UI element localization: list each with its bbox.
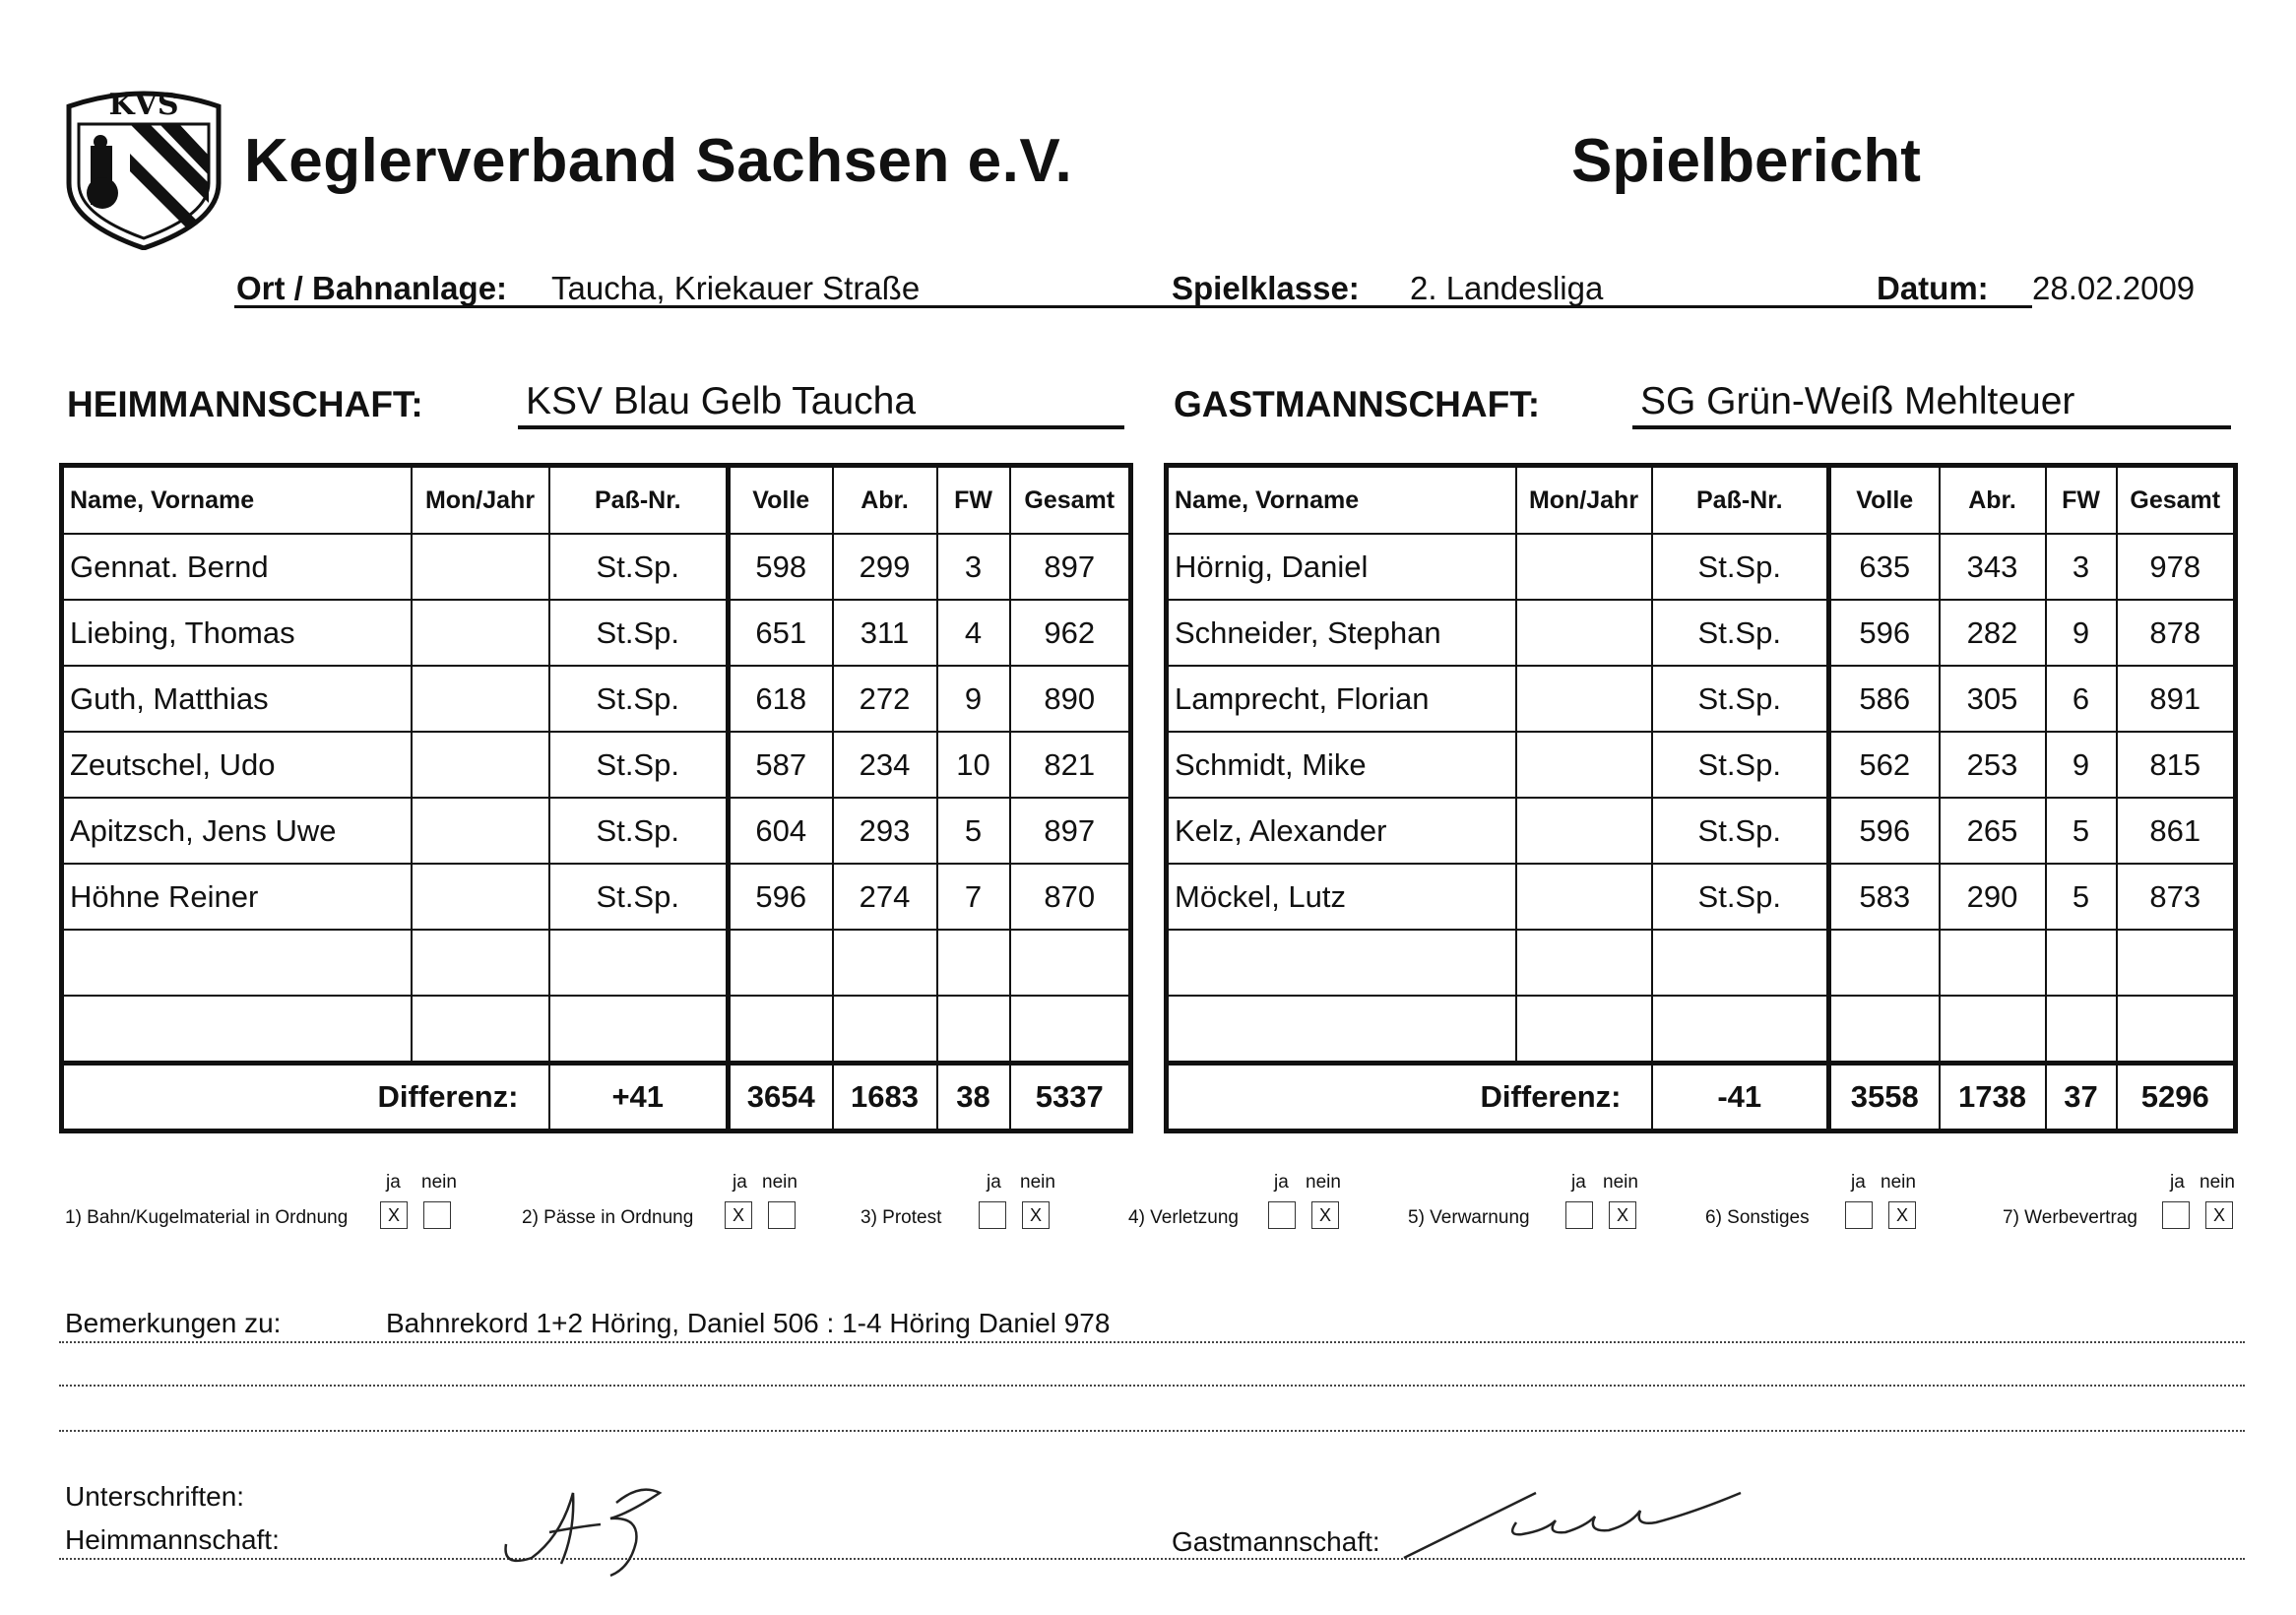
player-pass: St.Sp. [1652,798,1829,864]
sum-row [1167,1064,2236,1131]
player-monjahr [1516,930,1652,996]
player-volle: 587 [729,732,833,798]
player-pass: St.Sp. [549,600,729,666]
table-row [1167,798,2236,864]
ja-label: ja [1851,1172,1866,1193]
ja-label: ja [733,1172,747,1193]
player-pass: St.Sp. [549,666,729,732]
player-gesamt: 897 [1010,534,1131,600]
player-abr [1940,996,2046,1064]
player-name [62,996,412,1064]
player-fw: 4 [937,600,1010,666]
player-gesamt: 873 [2117,864,2236,930]
ja-checkbox[interactable] [979,1201,1006,1229]
player-fw: 3 [2046,534,2117,600]
ja-label: ja [1571,1172,1586,1193]
player-monjahr [1516,600,1652,666]
home-label: HEIMMANNSCHAFT: [67,384,423,424]
player-pass: St.Sp. [549,534,729,600]
table-row [62,534,1131,600]
ort-value: Taucha, Kriekauer Straße [551,270,921,306]
nein-checkbox[interactable]: X [1888,1201,1916,1229]
player-gesamt [1010,930,1131,996]
col-name: Name, Vorname [62,466,412,535]
player-abr: 274 [833,864,937,930]
sum-fw: 37 [2046,1064,2117,1131]
question-label: 4) Verletzung [1128,1207,1239,1228]
player-monjahr [1516,996,1652,1064]
player-gesamt [2117,996,2236,1064]
home-score-table [59,463,1133,1133]
home-team: KSV Blau Gelb Taucha [526,380,917,422]
nein-label: nein [1603,1172,1638,1193]
diff-value: +41 [549,1064,729,1131]
col-monjahr: Mon/Jahr [412,466,549,535]
nein-checkbox[interactable] [423,1201,451,1229]
table-row [62,666,1131,732]
remarks-line-1 [59,1341,2245,1343]
player-abr: 299 [833,534,937,600]
player-abr: 290 [1940,864,2046,930]
player-abr: 305 [1940,666,2046,732]
player-fw: 9 [937,666,1010,732]
col-monjahr: Mon/Jahr [1516,466,1652,535]
player-pass: St.Sp. [1652,864,1829,930]
player-pass [549,996,729,1064]
player-volle: 651 [729,600,833,666]
sum-row [62,1064,1131,1131]
ja-checkbox[interactable]: X [725,1201,752,1229]
ja-checkbox[interactable] [1845,1201,1873,1229]
player-volle: 598 [729,534,833,600]
question-label: 1) Bahn/Kugelmaterial in Ordnung [65,1207,349,1228]
player-volle: 562 [1829,732,1940,798]
player-gesamt: 821 [1010,732,1131,798]
table-row [1167,996,2236,1064]
player-pass: St.Sp. [1652,534,1829,600]
player-abr: 234 [833,732,937,798]
remarks-line-2 [59,1385,2245,1387]
col-name: Name, Vorname [1167,466,1516,535]
player-fw: 7 [937,864,1010,930]
question-label: 2) Pässe in Ordnung [522,1207,694,1228]
home-signature-label: Heimmannschaft: [65,1524,280,1555]
player-volle: 635 [1829,534,1940,600]
player-fw [937,996,1010,1064]
col-fw: FW [937,466,1010,535]
player-gesamt: 891 [2117,666,2236,732]
player-volle [1829,930,1940,996]
player-gesamt [2117,930,2236,996]
col-volle: Volle [729,466,833,535]
col-gesamt: Gesamt [1010,466,1131,535]
player-abr: 265 [1940,798,2046,864]
player-volle [729,930,833,996]
player-pass: St.Sp. [549,798,729,864]
home-team-underline [518,425,1124,429]
sum-gesamt: 5296 [2117,1064,2236,1131]
player-abr: 282 [1940,600,2046,666]
player-pass: St.Sp. [1652,600,1829,666]
player-name: Gennat. Bernd [62,534,412,600]
remarks-text: Bahnrekord 1+2 Höring, Daniel 506 : 1-4 Höring Daniel 978 [386,1308,1111,1338]
diff-value: -41 [1652,1064,1829,1131]
player-pass: St.Sp. [549,864,729,930]
datum-label: Datum: [1877,270,1989,306]
player-monjahr [412,864,549,930]
player-name: Hörnig, Daniel [1167,534,1516,600]
table-row [1167,930,2236,996]
table-row [62,996,1131,1064]
guest-score-table [1164,463,2238,1133]
ja-checkbox[interactable]: X [380,1201,408,1229]
player-volle: 586 [1829,666,1940,732]
table-row [62,864,1131,930]
player-abr [1940,930,2046,996]
col-fw: FW [2046,466,2117,535]
nein-label: nein [762,1172,797,1193]
player-fw: 9 [2046,732,2117,798]
player-fw: 5 [2046,864,2117,930]
player-monjahr [1516,864,1652,930]
question-label: 7) Werbevertrag [2003,1207,2137,1228]
player-name: Liebing, Thomas [62,600,412,666]
col-volle: Volle [1829,466,1940,535]
home-signature-image [492,1473,689,1582]
ja-label: ja [1274,1172,1289,1193]
nein-label: nein [1020,1172,1055,1193]
player-name: Lamprecht, Florian [1167,666,1516,732]
player-name [1167,996,1516,1064]
col-gesamt: Gesamt [2117,466,2236,535]
nein-label: nein [2200,1172,2235,1193]
player-volle: 596 [1829,798,1940,864]
player-fw [937,930,1010,996]
org-name: Keglerverband Sachsen e.V. [244,127,1073,195]
player-gesamt: 978 [2117,534,2236,600]
player-monjahr [412,534,549,600]
table-row [62,600,1131,666]
guest-signature-label: Gastmannschaft: [1172,1526,1380,1557]
player-fw: 3 [937,534,1010,600]
player-monjahr [412,996,549,1064]
player-gesamt: 962 [1010,600,1131,666]
logo-text: KVS [108,88,179,122]
player-abr [833,930,937,996]
ja-checkbox[interactable] [1565,1201,1593,1229]
player-volle: 596 [1829,600,1940,666]
nein-label: nein [421,1172,457,1193]
player-monjahr [412,930,549,996]
player-fw: 10 [937,732,1010,798]
player-pass [1652,930,1829,996]
sum-gesamt: 5337 [1010,1064,1131,1131]
player-name: Schmidt, Mike [1167,732,1516,798]
table-row [62,930,1131,996]
player-fw [2046,930,2117,996]
nein-checkbox[interactable]: X [2205,1201,2233,1229]
player-pass: St.Sp. [1652,732,1829,798]
ja-checkbox[interactable] [2162,1201,2190,1229]
table-row [1167,732,2236,798]
doc-title: Spielbericht [1571,127,1921,195]
question-label: 3) Protest [861,1207,942,1228]
player-volle [729,996,833,1064]
player-fw: 6 [2046,666,2117,732]
player-gesamt [1010,996,1131,1064]
player-monjahr [1516,534,1652,600]
guest-team-underline [1632,425,2231,429]
player-abr: 253 [1940,732,2046,798]
player-abr: 311 [833,600,937,666]
guest-label: GASTMANNSCHAFT: [1174,384,1541,424]
nein-checkbox[interactable]: X [1022,1201,1050,1229]
sum-abr: 1683 [833,1064,937,1131]
guest-signature-image [1398,1483,1753,1566]
player-abr: 343 [1940,534,2046,600]
player-monjahr [1516,732,1652,798]
ja-label: ja [2170,1172,2185,1193]
sum-fw: 38 [937,1064,1010,1131]
player-name: Zeutschel, Udo [62,732,412,798]
player-volle [1829,996,1940,1064]
table-row [1167,534,2236,600]
signatures-label: Unterschriften: [65,1481,245,1512]
player-monjahr [412,798,549,864]
player-fw: 5 [2046,798,2117,864]
spielklasse-label: Spielklasse: [1172,270,1360,306]
player-name: Möckel, Lutz [1167,864,1516,930]
ort-label: Ort / Bahnanlage: [236,270,508,306]
meta-underline [234,305,2032,308]
player-monjahr [412,600,549,666]
sum-volle: 3654 [729,1064,833,1131]
question-label: 6) Sonstiges [1705,1207,1810,1228]
sum-abr: 1738 [1940,1064,2046,1131]
nein-checkbox[interactable]: X [1311,1201,1339,1229]
remarks-line-3 [59,1430,2245,1432]
player-name [1167,930,1516,996]
player-fw: 5 [937,798,1010,864]
ja-checkbox[interactable] [1268,1201,1296,1229]
diff-label: Differenz: [62,1064,549,1131]
ja-label: ja [386,1172,401,1193]
col-pass: Paß-Nr. [549,466,729,535]
sum-volle: 3558 [1829,1064,1940,1131]
table-row [1167,600,2236,666]
datum-value: 28.02.2009 [2032,270,2196,306]
player-pass: St.Sp. [549,732,729,798]
table-row [62,732,1131,798]
player-name: Schneider, Stephan [1167,600,1516,666]
spielklasse-value: 2. Landesliga [1410,270,1604,306]
nein-label: nein [1881,1172,1916,1193]
diff-label: Differenz: [1167,1064,1652,1131]
player-abr [833,996,937,1064]
guest-team: SG Grün-Weiß Mehlteuer [1640,380,2075,422]
player-volle: 618 [729,666,833,732]
player-pass: St.Sp. [1652,666,1829,732]
player-fw: 9 [2046,600,2117,666]
player-name: Guth, Matthias [62,666,412,732]
table-row [1167,666,2236,732]
player-monjahr [1516,666,1652,732]
player-fw [2046,996,2117,1064]
remarks-label: Bemerkungen zu: [65,1308,282,1338]
nein-checkbox[interactable] [768,1201,796,1229]
player-pass [1652,996,1829,1064]
player-abr: 293 [833,798,937,864]
player-volle: 596 [729,864,833,930]
player-gesamt: 861 [2117,798,2236,864]
player-gesamt: 815 [2117,732,2236,798]
player-gesamt: 878 [2117,600,2236,666]
question-label: 5) Verwarnung [1408,1207,1530,1228]
nein-label: nein [1306,1172,1341,1193]
player-abr: 272 [833,666,937,732]
player-gesamt: 890 [1010,666,1131,732]
col-abr: Abr. [833,466,937,535]
player-gesamt: 897 [1010,798,1131,864]
player-monjahr [1516,798,1652,864]
player-pass [549,930,729,996]
player-volle: 583 [1829,864,1940,930]
player-gesamt: 870 [1010,864,1131,930]
player-name [62,930,412,996]
player-name: Höhne Reiner [62,864,412,930]
ja-label: ja [987,1172,1001,1193]
col-abr: Abr. [1940,466,2046,535]
col-pass: Paß-Nr. [1652,466,1829,535]
player-monjahr [412,732,549,798]
player-name: Apitzsch, Jens Uwe [62,798,412,864]
kvs-logo [61,85,226,250]
player-volle: 604 [729,798,833,864]
table-row [62,798,1131,864]
signature-line [59,1558,2245,1560]
player-monjahr [412,666,549,732]
table-row [1167,864,2236,930]
nein-checkbox[interactable]: X [1609,1201,1636,1229]
player-name: Kelz, Alexander [1167,798,1516,864]
